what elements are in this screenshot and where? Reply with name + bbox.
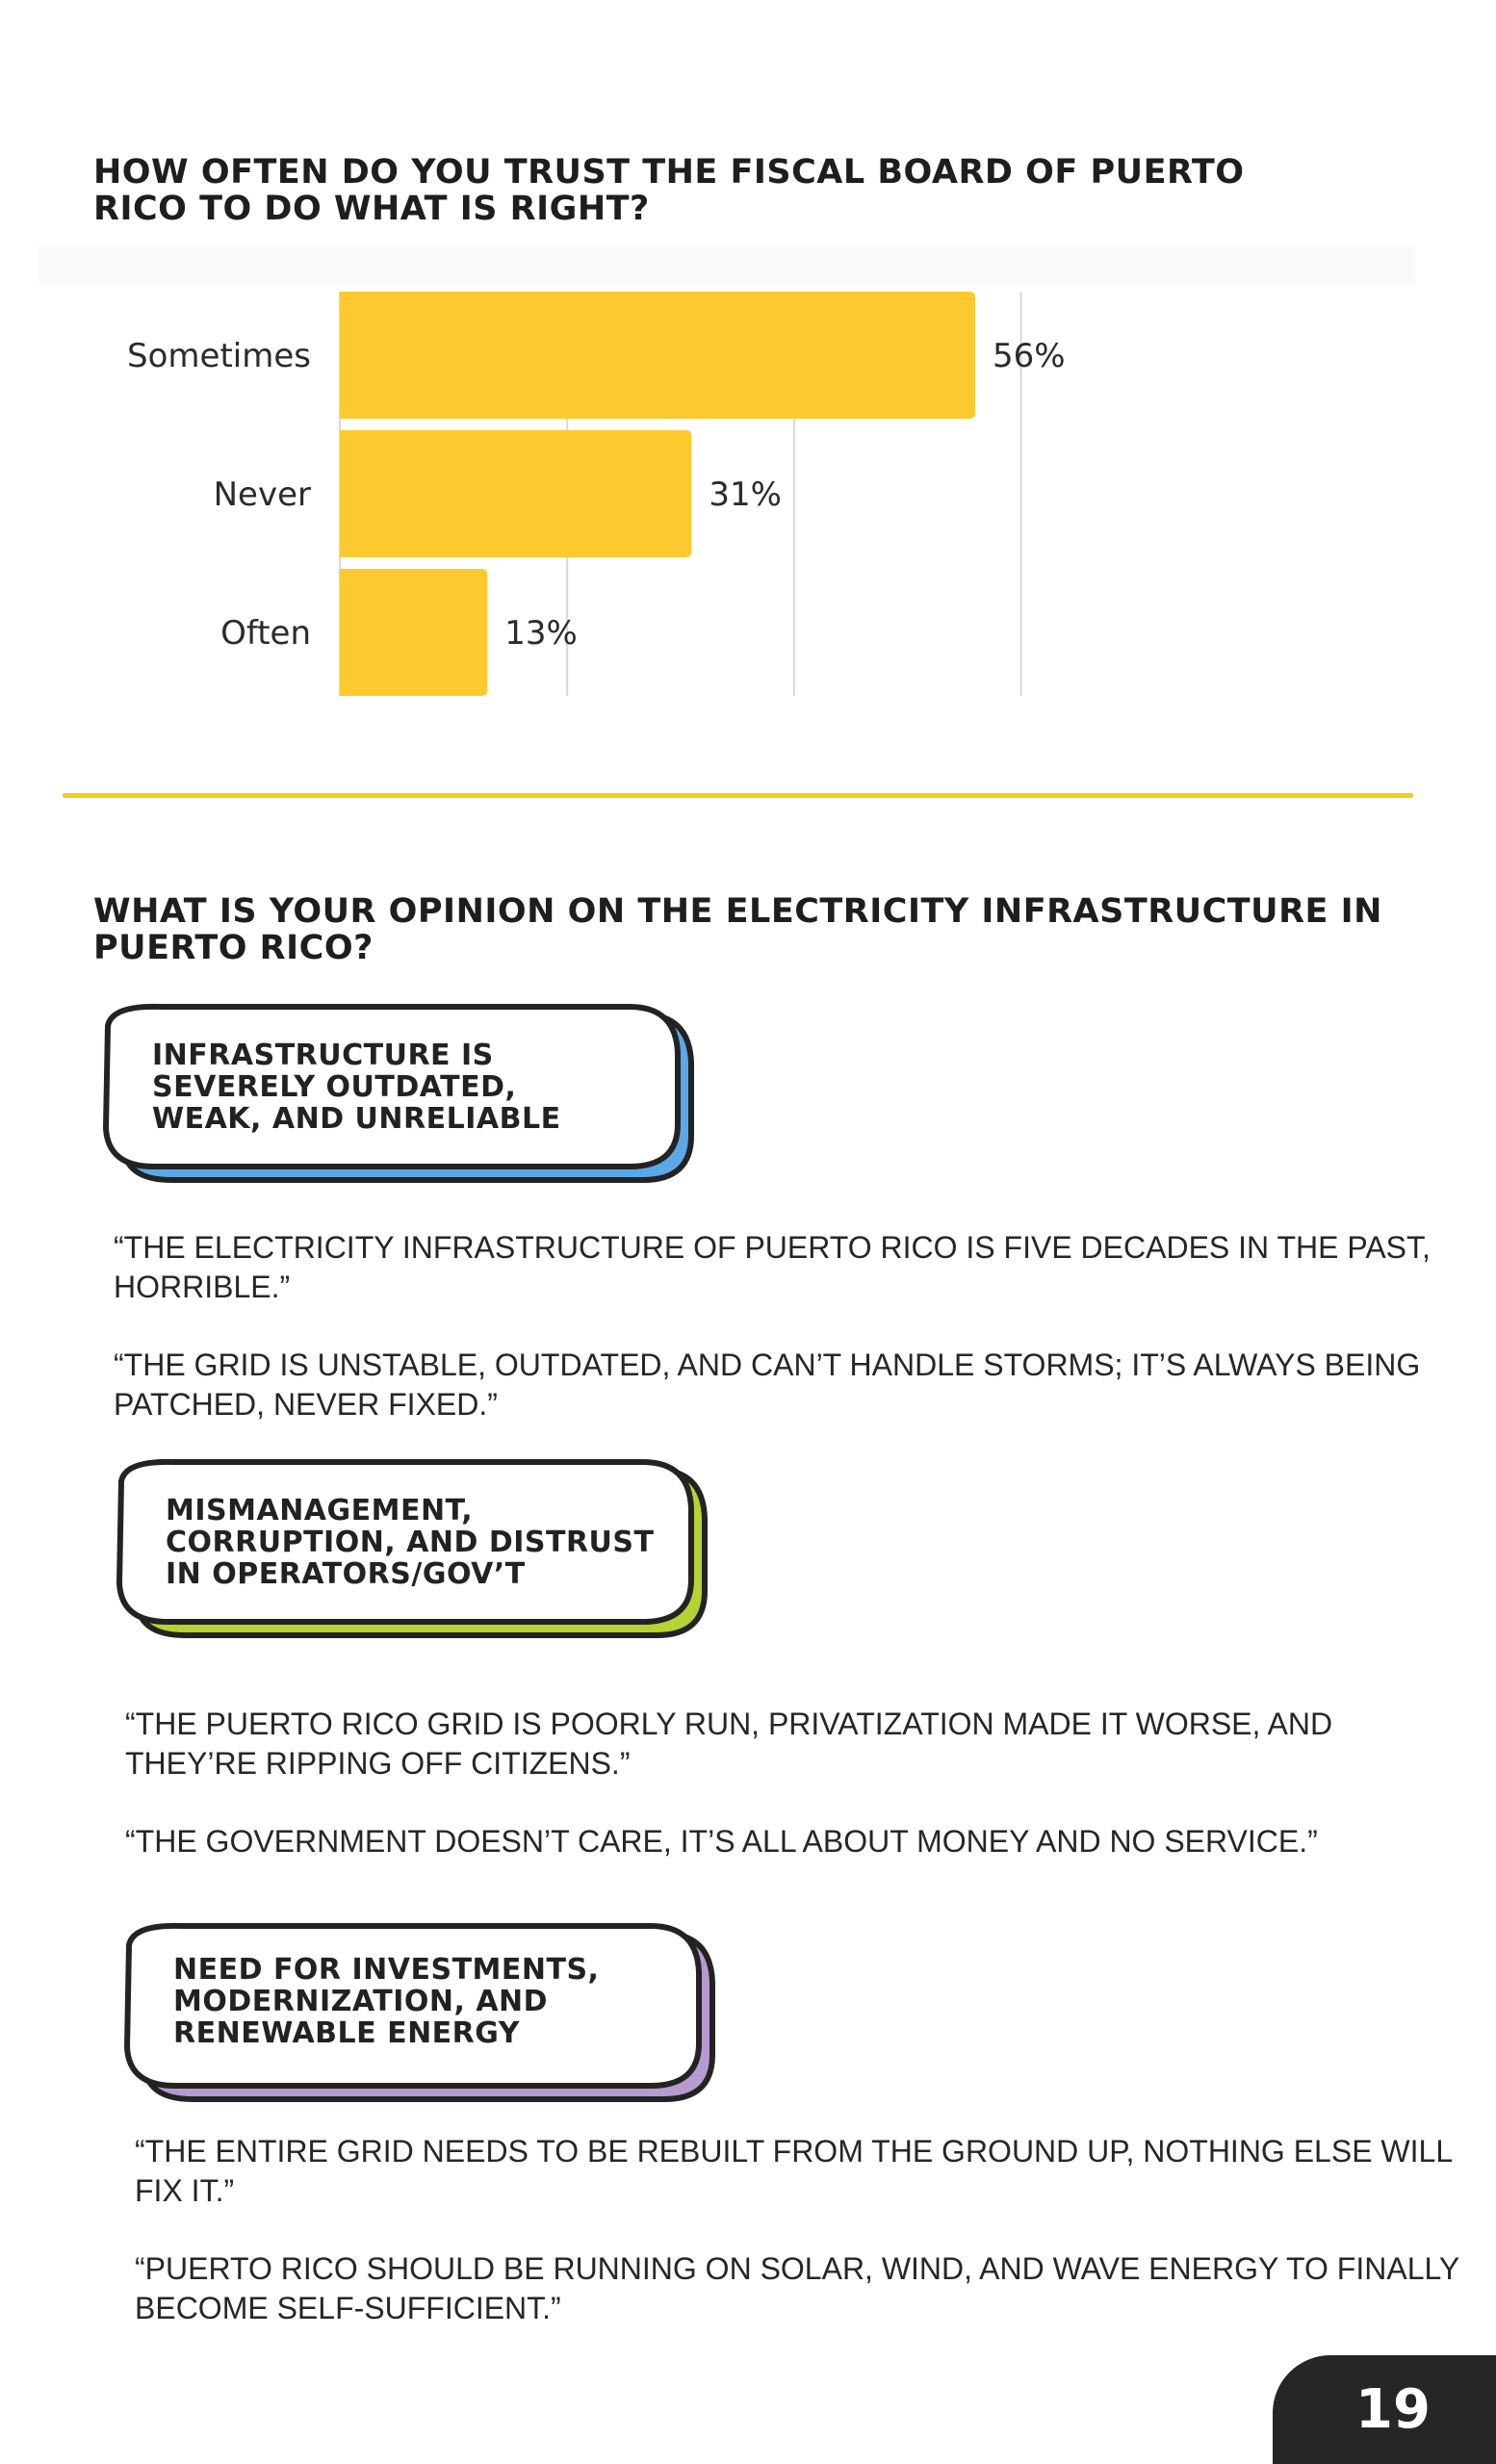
page-number-tab bbox=[1273, 2355, 1496, 2464]
trust-bar-chart bbox=[39, 245, 1415, 707]
theme-title-bubble bbox=[94, 1001, 710, 1184]
bar-chart-svg bbox=[39, 245, 1415, 707]
quote-text: “THE ENTIRE GRID NEEDS TO BE REBUILT FROM THE GROUND UP, NOTHING ELSE WILL FIX IT.” bbox=[135, 2134, 1452, 2208]
theme-title-line: MODERNIZATION, AND bbox=[173, 1985, 549, 2018]
quote-text: “THE GRID IS UNSTABLE, OUTDATED, AND CAN’T HANDLE STORMS; IT’S ALWAYS BEING PATCHED, NEVER FIXED.” bbox=[114, 1348, 1421, 1422]
bar-often bbox=[340, 569, 487, 696]
quote-text: “THE PUERTO RICO GRID IS POORLY RUN, PRIVATIZATION MADE IT WORSE, AND THEY’RE RIPPING OFF CITIZENS.” bbox=[125, 1707, 1333, 1781]
theme-title-line: RENEWABLE ENERGY bbox=[173, 2016, 520, 2050]
bar-never bbox=[340, 430, 691, 557]
value-label: 31% bbox=[709, 475, 782, 514]
section-divider bbox=[63, 793, 1413, 798]
quote-text: “THE GOVERNMENT DOESN’T CARE, IT’S ALL ABOUT MONEY AND NO SERVICE.” bbox=[125, 1824, 1318, 1859]
category-label: Sometimes bbox=[127, 337, 311, 375]
bar-sometimes bbox=[340, 292, 975, 419]
theme-title-line: WEAK, AND UNRELIABLE bbox=[152, 1102, 561, 1136]
value-label: 56% bbox=[993, 337, 1066, 375]
theme-title bbox=[166, 1495, 654, 1590]
theme-title-bubble bbox=[108, 1456, 724, 1639]
theme-title bbox=[152, 1040, 561, 1135]
theme-title-line: CORRUPTION, AND DISTRUST bbox=[166, 1526, 655, 1559]
page-number: 19 bbox=[1355, 2378, 1431, 2441]
quote-text: “THE ELECTRICITY INFRASTRUCTURE OF PUERTO RICO IS FIVE DECADES IN THE PAST, HORRIBLE.” bbox=[114, 1230, 1431, 1304]
theme-title-line: NEED FOR INVESTMENTS, bbox=[173, 1953, 600, 1987]
theme-title bbox=[173, 1954, 599, 2049]
theme-title-bubble bbox=[116, 1920, 732, 2103]
quote-text: “PUERTO RICO SHOULD BE RUNNING ON SOLAR, WIND, AND WAVE ENERGY TO FINALLY BECOME SELF-SUFFICIENT.” bbox=[135, 2251, 1459, 2325]
theme-title-line: IN OPERATORS/GOV’T bbox=[166, 1557, 526, 1591]
category-label: Never bbox=[213, 475, 311, 514]
theme-title-line: MISMANAGEMENT, bbox=[166, 1494, 474, 1527]
theme-title-line: SEVERELY OUTDATED, bbox=[152, 1070, 517, 1104]
opinion-question-heading: WHAT IS YOUR OPINION ON THE ELECTRICITY INFRASTRUCTURE IN PUERTO RICO? bbox=[93, 892, 1382, 967]
value-label: 13% bbox=[504, 614, 578, 653]
category-label: Often bbox=[220, 614, 311, 653]
theme-title-line: INFRASTRUCTURE IS bbox=[152, 1039, 494, 1072]
chart-question-heading: HOW OFTEN DO YOU TRUST THE FISCAL BOARD OF PUERTO RICO TO DO WHAT IS RIGHT? bbox=[93, 153, 1245, 228]
